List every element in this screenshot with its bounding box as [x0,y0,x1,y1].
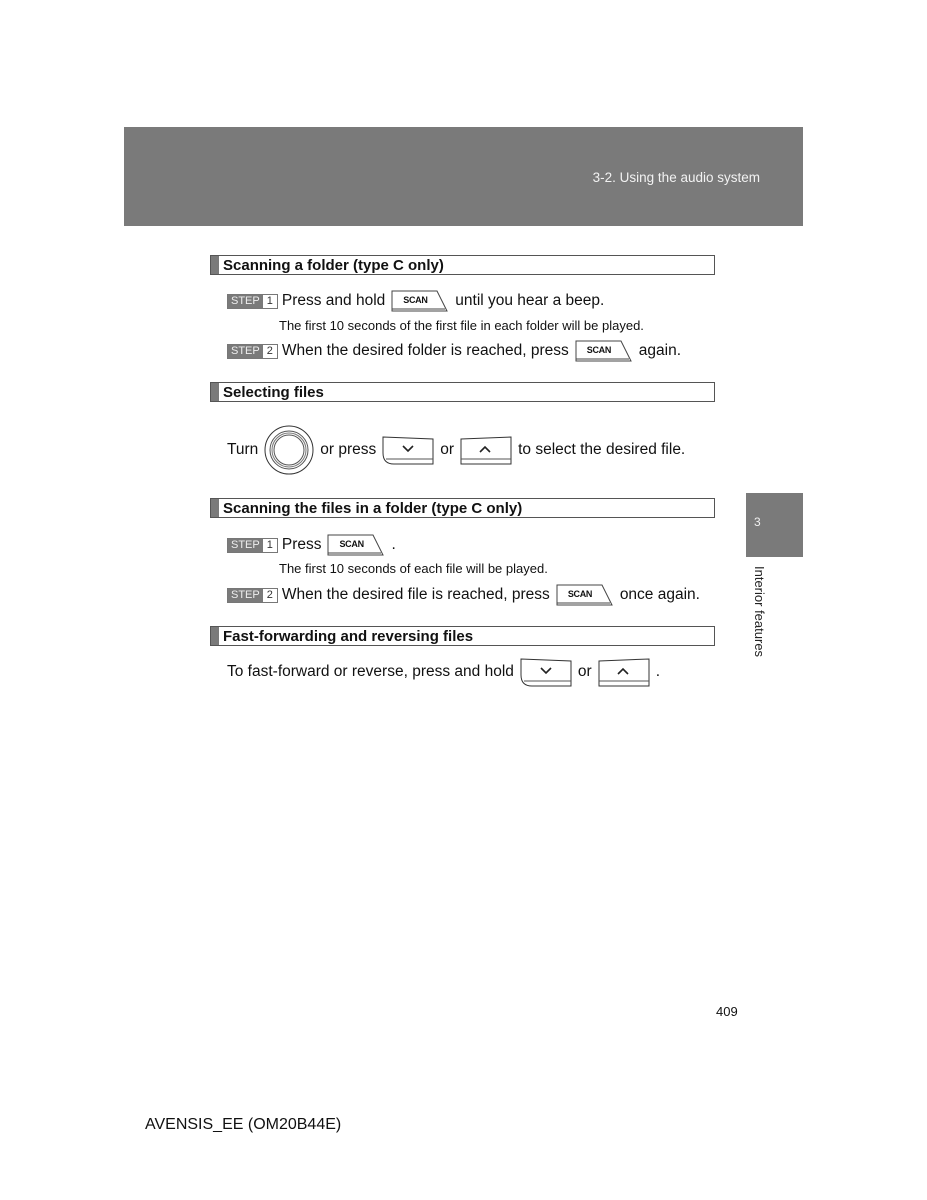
chapter-number: 3 [754,515,761,529]
section-breadcrumb: 3-2. Using the audio system [592,170,760,185]
section-heading-scan-files [210,498,715,518]
heading-text: Fast-forwarding and reversing files [223,628,474,645]
chapter-header-band [124,127,803,226]
step-line: STEP 1 Press and hold SCAN until you hear a beep. [227,290,604,312]
step-line: STEP 1 Press SCAN . [227,534,396,556]
scan-button-icon: SCAN [575,340,633,362]
heading-text: Scanning the files in a folder (type C only) [223,500,523,517]
chapter-label: Interior features [752,566,767,658]
heading-text: Scanning a folder (type C only) [223,257,444,274]
section-heading-scan-folder [210,255,715,275]
scan-button-icon: SCAN [391,290,449,312]
section-heading-fast-forward [210,626,715,646]
step-line: STEP 2 When the desired folder is reached, press SCAN again. [227,340,681,362]
scan-button-icon: SCAN [556,584,614,606]
fast-forward-line: To fast-forward or reverse, press and hold or . [227,658,660,686]
heading-bar [211,499,219,517]
step-badge: STEP 1 [227,294,278,309]
step-badge: STEP 2 [227,588,278,603]
heading-bar [211,256,219,274]
chevron-down-button-icon [382,436,434,464]
scan-button-icon: SCAN [327,534,385,556]
tune-knob-icon [264,425,314,475]
chevron-up-button-icon [598,658,650,686]
heading-text: Selecting files [223,384,324,401]
step-line: STEP 2 When the desired file is reached, press SCAN once again. [227,584,700,606]
page-number: 409 [716,1004,738,1019]
heading-bar [211,627,219,645]
chapter-tab [746,493,803,557]
select-files-line: Turn or press or to select the desired file. [227,425,685,475]
step-badge: STEP 2 [227,344,278,359]
step-note: The first 10 seconds of each file will be played. [279,561,548,576]
chevron-down-button-icon [520,658,572,686]
chevron-up-button-icon [460,436,512,464]
step-note: The first 10 seconds of the first file in each folder will be played. [279,318,644,333]
heading-bar [211,383,219,401]
document-footer: AVENSIS_EE (OM20B44E) [145,1116,342,1133]
section-heading-selecting-files [210,382,715,402]
step-badge: STEP 1 [227,538,278,553]
